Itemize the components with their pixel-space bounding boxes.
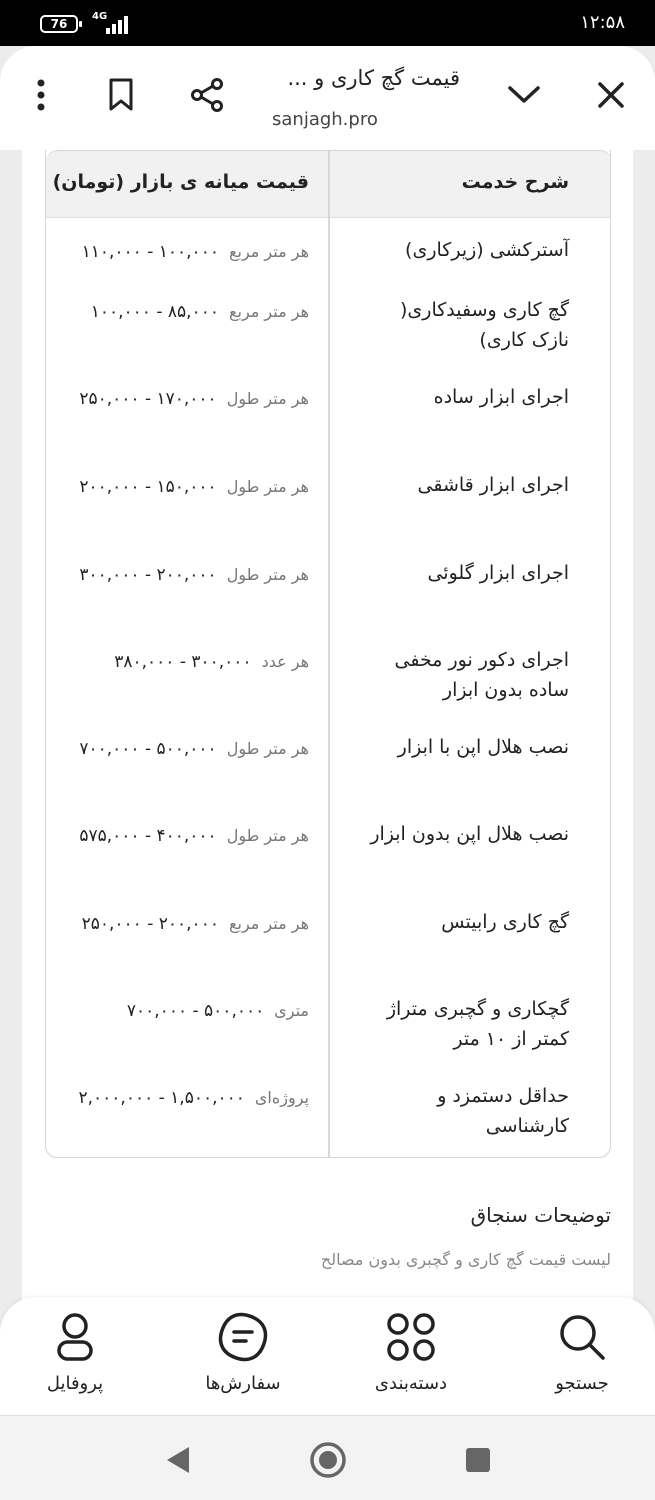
price-cell: هر عدد۳۰۰,۰۰۰ - ۳۸۰,۰۰۰	[114, 652, 309, 672]
browser-toolbar	[0, 46, 655, 150]
clock: ۱۲:۵۸	[580, 12, 625, 33]
description-subtitle: لیست قیمت گچ کاری و گچبری بدون مصالح	[320, 1250, 611, 1269]
table-row	[46, 645, 611, 732]
nav-search-label: جستجو	[555, 1373, 609, 1394]
share-icon[interactable]	[186, 74, 228, 116]
system-navigation	[0, 1415, 655, 1500]
page-title[interactable]: قیمت گچ کاری و ...	[287, 66, 460, 90]
price-cell: هر متر طول۵۰۰,۰۰۰ - ۷۰۰,۰۰۰	[79, 739, 309, 759]
nav-profile[interactable]	[15, 1311, 135, 1411]
search-icon	[556, 1311, 608, 1363]
table-row	[46, 819, 611, 906]
table-row	[46, 907, 611, 994]
user-icon	[49, 1311, 101, 1363]
description-title: توضیحات سنجاق	[470, 1203, 611, 1227]
orders-icon	[217, 1311, 269, 1363]
table-row	[46, 1081, 611, 1158]
grid-icon	[385, 1311, 437, 1363]
status-bar	[0, 0, 655, 46]
price-cell: هر متر طول۱۷۰,۰۰۰ - ۲۵۰,۰۰۰	[79, 389, 309, 409]
recents-icon[interactable]	[458, 1440, 498, 1480]
service-name: اجرای ابزار ساده	[433, 386, 569, 408]
table-row	[46, 382, 611, 469]
service-name: نصب هلال اپن بدون ابزار	[370, 823, 569, 845]
table-row	[46, 295, 611, 382]
bookmark-icon[interactable]	[100, 74, 142, 116]
price-cell: هر متر مربع۸۵,۰۰۰ - ۱۰۰,۰۰۰	[90, 302, 309, 322]
table-row	[46, 732, 611, 819]
battery-icon: 76	[40, 15, 78, 33]
nav-profile-label: پروفایل	[46, 1373, 104, 1394]
service-name: اجرای ابزار قاشقی	[417, 474, 569, 496]
page-url[interactable]: sanjagh.pro	[272, 109, 378, 130]
header-price: قیمت میانه ی بازار (تومان)	[52, 171, 309, 193]
price-cell: هر متر طول۲۰۰,۰۰۰ - ۳۰۰,۰۰۰	[79, 565, 309, 585]
service-name: گچ کاری وسفیدکاری( نازک کاری)	[400, 299, 569, 351]
price-table	[45, 150, 611, 1158]
nav-search[interactable]	[522, 1311, 642, 1411]
nav-categories[interactable]	[351, 1311, 471, 1411]
nav-orders-label: سفارش‌ها	[205, 1373, 281, 1394]
header-service: شرح خدمت	[461, 171, 569, 193]
price-cell: هر متر مربع۱۰۰,۰۰۰ - ۱۱۰,۰۰۰	[81, 242, 309, 262]
more-menu-icon[interactable]	[20, 74, 62, 116]
service-name: آسترکشی (زیرکاری)	[405, 239, 569, 261]
service-name: گچکاری و گچبری متراژ کمتر از ۱۰ متر	[386, 998, 569, 1050]
home-icon[interactable]	[308, 1440, 348, 1480]
service-name: اجرای ابزار گلوئی	[427, 562, 569, 584]
close-icon[interactable]	[590, 74, 632, 116]
table-row	[46, 558, 611, 645]
service-name: گچ کاری رابیتس	[441, 911, 569, 933]
nav-categories-label: دسته‌بندی	[374, 1373, 448, 1394]
price-cell: هر متر مربع۲۰۰,۰۰۰ - ۲۵۰,۰۰۰	[81, 914, 309, 934]
price-cell: هر متر طول۴۰۰,۰۰۰ - ۵۷۵,۰۰۰	[79, 826, 309, 846]
price-cell: متری۵۰۰,۰۰۰ - ۷۰۰,۰۰۰	[126, 1001, 309, 1021]
page-content	[22, 150, 633, 1300]
chevron-down-icon[interactable]	[503, 74, 545, 116]
service-name: نصب هلال اپن با ابزار	[397, 736, 569, 758]
service-name: حداقل دستمزد و کارشناسی	[437, 1085, 569, 1137]
price-cell: هر متر طول۱۵۰,۰۰۰ - ۲۰۰,۰۰۰	[79, 477, 309, 497]
network-type: 4G	[92, 11, 108, 22]
nav-orders[interactable]	[183, 1311, 303, 1411]
bottom-navigation	[0, 1297, 655, 1415]
back-icon[interactable]	[158, 1440, 198, 1480]
table-row	[46, 994, 611, 1081]
signal-icon	[100, 14, 134, 34]
price-cell: پروژه‌ای۱,۵۰۰,۰۰۰ - ۲,۰۰۰,۰۰۰	[78, 1088, 309, 1108]
service-name: اجرای دکور نور مخفی ساده بدون ابزار	[394, 649, 569, 701]
table-row	[46, 470, 611, 557]
